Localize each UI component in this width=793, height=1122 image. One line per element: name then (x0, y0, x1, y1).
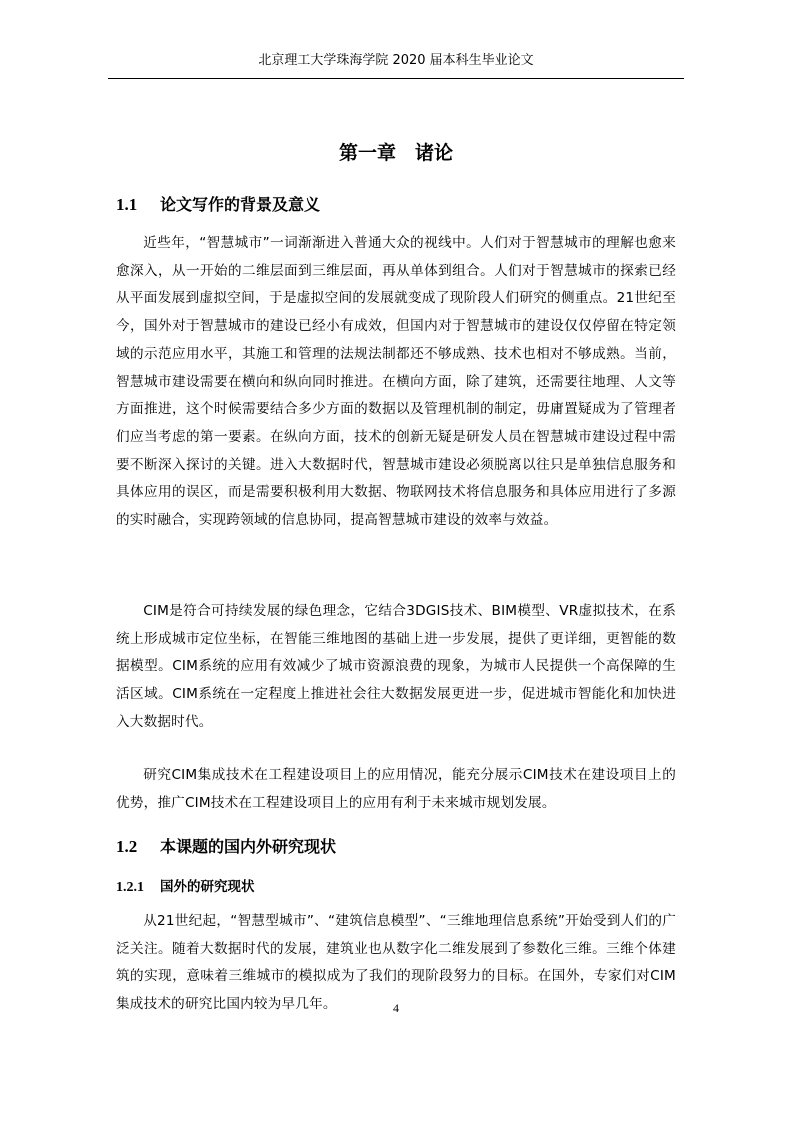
section-title: 本课题的国内外研究现状 (160, 837, 337, 856)
chapter-title: 第一章 诸论 (338, 142, 453, 164)
body-paragraph: 从21世纪起，“智慧型城市”、“建筑信息模型”、“三维地理信息系统”开始受到人们的广泛关注。随着大数据时代的发展，建筑业也从数字化二维发展到了参数化三维。三维个体建筑的实现，意味着三维城市的模拟成为了我们的现阶段努力的目标。在国外，专家们对CIM集成技术的研究比国内较为早几年。 (116, 913, 676, 1013)
section-number: 1.1 (116, 195, 138, 214)
section-heading-1-1 (116, 194, 320, 216)
running-header: 北京理工大学珠海学院 2020 届本科生毕业论文 (258, 53, 534, 68)
subsection-heading-1-2-1 (116, 877, 255, 898)
header-rule (108, 78, 684, 79)
section-heading-1-2 (116, 836, 336, 858)
page-number: 4 (393, 1001, 399, 1015)
section-number: 1.2 (116, 837, 138, 856)
body-paragraph: 近些年，“智慧城市”一词渐渐进入普通大众的视线中。人们对于智慧城市的理解也愈来愈深入，从一开始的二维层面到三维层面，再从单体到组合。人们对于智慧城市的探索已经从平面发展到虚拟空间，于是虚拟空间的发展就变成了现阶段人们研究的侧重点。21世纪至今，国外对于智慧城市的建设已经小有成效，但国内对于智慧城市的建设仅仅停留在特定领域的示范应用水平，其施工和管理的法规法制都还不够成熟、技术也相对不够成熟。当前，智慧城市建设需要在横向和纵向同时推进。在横向方面，除了建筑，还需要往地理、人文等方面推进，这个时候需要结合多少方面的数据以及管理机制的制定，毋庸置疑成为了管理者们应当考虑的第一要素。在纵向方面，技术的创新无疑是研发人员在智慧城市建设过程中需要不断深入探讨的关键。进入大数据时代，智慧城市建设必须脱离以往只是单独信息服务和具体应用的误区，而是需要积极利用大数据、物联网技术将信息服务和具体应用进行了多源的实时融合，实现跨领域的信息协同，提高智慧城市建设的效率与效益。 (116, 235, 676, 529)
body-paragraph: CIM是符合可持续发展的绿色理念，它结合3DGIS技术、BIM模型、VR虚拟技术，在系统上形成城市定位坐标，在智能三维地图的基础上进一步发展，提供了更详细，更智能的数据模型。CIM系统的应用有效减少了城市资源浪费的现象，为城市人民提供一个高保障的生活区域。CIM系统在一定程度上推进社会往大数据发展更进一步，促进城市智能化和加快进入大数据时代。 (116, 603, 676, 730)
body-paragraph: 研究CIM集成技术在工程建设项目上的应用情况，能充分展示CIM技术在建设项目上的优势，推广CIM技术在工程建设项目上的应用有利于未来城市规划发展。 (116, 767, 676, 811)
subsection-number: 1.2.1 (116, 880, 144, 895)
section-title: 论文写作的背景及意义 (160, 195, 321, 214)
subsection-title: 国外的研究现状 (160, 879, 255, 895)
